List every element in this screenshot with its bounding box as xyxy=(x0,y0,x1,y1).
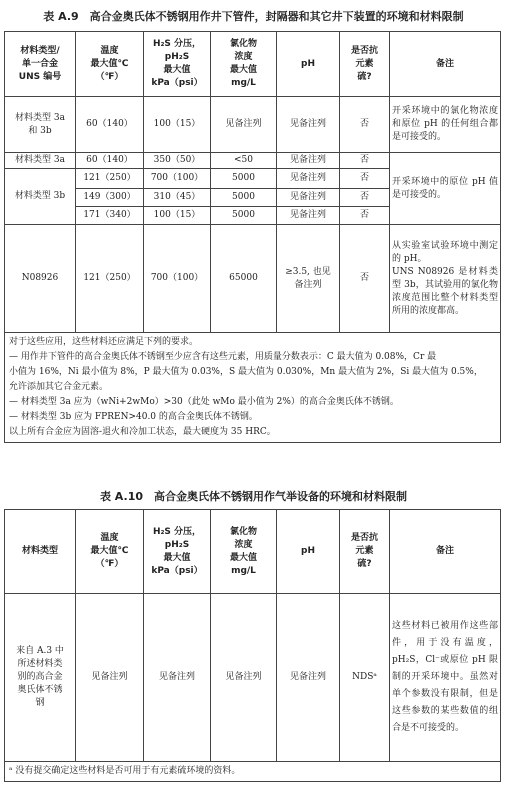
cell-remarks: 开采环境中的氯化物浓度和原位 pH 的任何组合都是可接受的。 xyxy=(390,97,501,153)
table-a9-footnotes xyxy=(5,333,501,443)
cell-chloride: <50 xyxy=(211,153,277,169)
footnote-line: 对于这些应用，这些材料还应满足下列的要求。 xyxy=(9,337,199,347)
table-header-row xyxy=(5,510,501,594)
footnote-line: 以上所有合金应为固溶-退火和冷加工状态，最大硬度为 35 HRC。 xyxy=(9,427,276,437)
cell-ph: 见备注列 xyxy=(277,153,340,169)
table-a10-caption: 表 A.10 高合金奥氏体不锈钢用作气举设备的环境和材料限制 xyxy=(99,490,408,503)
col-header-h2s-pressure: H₂S 分压， pH₂S 最大值 kPa（psi） xyxy=(144,32,211,97)
col-header-h2s-pressure: H₂S 分压， pH₂S 最大值 kPa（psi） xyxy=(144,510,211,594)
cell-chloride: 见备注列 xyxy=(211,594,277,762)
table-a10-footnote: ᵃ 没有提交确定这些材料是否可用于有元素硫环境的资料。 xyxy=(5,762,501,782)
cell-h2s: 700（100） xyxy=(144,225,211,333)
cell-h2s: 100（15） xyxy=(144,97,211,153)
cell-h2s: 100（15） xyxy=(144,207,211,225)
col-header-ph: pH xyxy=(277,32,340,97)
col-header-temperature: 温度 最大值℃ （℉） xyxy=(76,32,144,97)
table-row xyxy=(5,153,501,169)
cell-sulfur: NDSᵃ xyxy=(340,594,390,762)
cell-material-type: 材料类型 3b xyxy=(5,169,76,225)
cell-ph: 见备注列 xyxy=(277,594,340,762)
cell-material-type: 来自 A.3 中 所述材料类 别的高合金 奥氏体不锈 钢 xyxy=(5,594,76,762)
col-header-chloride: 氯化物 浓度 最大值 mg/L xyxy=(211,510,277,594)
cell-h2s: 350（50） xyxy=(144,153,211,169)
footnote-line: 允许添加其它合金元素。 xyxy=(9,382,109,392)
footnote-line: — 材料类型 3a 应为（wNi+2wMo）>30（此处 wMo 最小值为 2%）的高合金奥氏体不锈钢。 xyxy=(9,397,399,407)
cell-h2s: 310（45） xyxy=(144,189,211,207)
table-footnote-row xyxy=(5,333,501,443)
cell-ph: 见备注列 xyxy=(277,189,340,207)
table-row xyxy=(5,97,501,153)
cell-sulfur: 否 xyxy=(340,189,390,207)
cell-chloride: 65000 xyxy=(211,225,277,333)
cell-chloride: 见备注列 xyxy=(211,97,277,153)
table-a9-caption: 表 A.9 高合金奥氏体不锈钢用作井下管件，封隔器和其它井下装置的环境和材料限制 xyxy=(43,10,464,23)
footnote-line: 小值为 16%，Ni 最小值为 8%，P 最大值为 0.03%，S 最大值为 0.030%，Mn 最大值为 2%，Si 最大值为 0.5%， xyxy=(9,367,483,377)
cell-sulfur: 否 xyxy=(340,153,390,169)
cell-sulfur: 否 xyxy=(340,225,390,333)
cell-h2s: 见备注列 xyxy=(144,594,211,762)
cell-temperature: 171（340） xyxy=(76,207,144,225)
cell-ph: 见备注列 xyxy=(277,207,340,225)
table-a10 xyxy=(4,509,501,782)
cell-ph: 见备注列 xyxy=(277,169,340,189)
cell-temperature: 60（140） xyxy=(76,97,144,153)
cell-remarks: 从实验室试验环境中测定的 pH。 UNS N08926 是材料类型 3b，其试验用的氯化物浓度范围比整个材料类型所用的浓度都高。 xyxy=(390,225,501,333)
col-header-sulfur: 是否抗 元素 硫? xyxy=(340,510,390,594)
cell-material-type: 材料类型 3a xyxy=(5,153,76,169)
col-header-temperature: 温度 最大值℃ （℉） xyxy=(76,510,144,594)
cell-sulfur: 否 xyxy=(340,207,390,225)
footnote-line: — 用作井下管件的高合金奥氏体不锈钢至少应含有这些元素，用质量分数表示：C 最大值为 0.08%，Cr 最 xyxy=(9,352,437,362)
cell-ph: ≥3.5, 也见 备注列 xyxy=(277,225,340,333)
cell-ph: 见备注列 xyxy=(277,97,340,153)
table-header-row xyxy=(5,32,501,97)
cell-h2s: 700（100） xyxy=(144,169,211,189)
cell-temperature: 149（300） xyxy=(76,189,144,207)
col-header-sulfur: 是否抗 元素 硫? xyxy=(340,32,390,97)
cell-sulfur: 否 xyxy=(340,169,390,189)
cell-material-type: 材料类型 3a 和 3b xyxy=(5,97,76,153)
cell-material-type: N08926 xyxy=(5,225,76,333)
col-header-ph: pH xyxy=(277,510,340,594)
cell-remarks: 这些材料已被用作这些部件，用于没有温度，pH₂S，Cl⁻或原位 pH 限制的开采环境中。虽然对单个参数没有限制，但是这些参数的某些数值的组合是不可接受的。 xyxy=(390,594,501,762)
cell-temperature: 121（250） xyxy=(76,169,144,189)
cell-chloride: 5000 xyxy=(211,189,277,207)
col-header-material-type: 材料类型/ 单一合金 UNS 编号 xyxy=(5,32,76,97)
cell-sulfur: 否 xyxy=(340,97,390,153)
col-header-remarks: 备注 xyxy=(390,32,501,97)
cell-temperature: 121（250） xyxy=(76,225,144,333)
cell-temperature: 见备注列 xyxy=(76,594,144,762)
col-header-chloride: 氯化物 浓度 最大值 mg/L xyxy=(211,32,277,97)
col-header-material-type: 材料类型 xyxy=(5,510,76,594)
footnote-line: — 材料类型 3b 应为 FPREN>40.0 的高合金奥氏体不锈钢。 xyxy=(9,412,258,422)
cell-chloride: 5000 xyxy=(211,169,277,189)
table-row xyxy=(5,225,501,333)
cell-remarks: 开采环境中的原位 pH 值是可接受的。 xyxy=(390,153,501,225)
table-footnote-row xyxy=(5,762,501,782)
cell-temperature: 60（140） xyxy=(76,153,144,169)
table-row xyxy=(5,594,501,762)
table-a9 xyxy=(4,31,501,443)
col-header-remarks: 备注 xyxy=(390,510,501,594)
cell-chloride: 5000 xyxy=(211,207,277,225)
